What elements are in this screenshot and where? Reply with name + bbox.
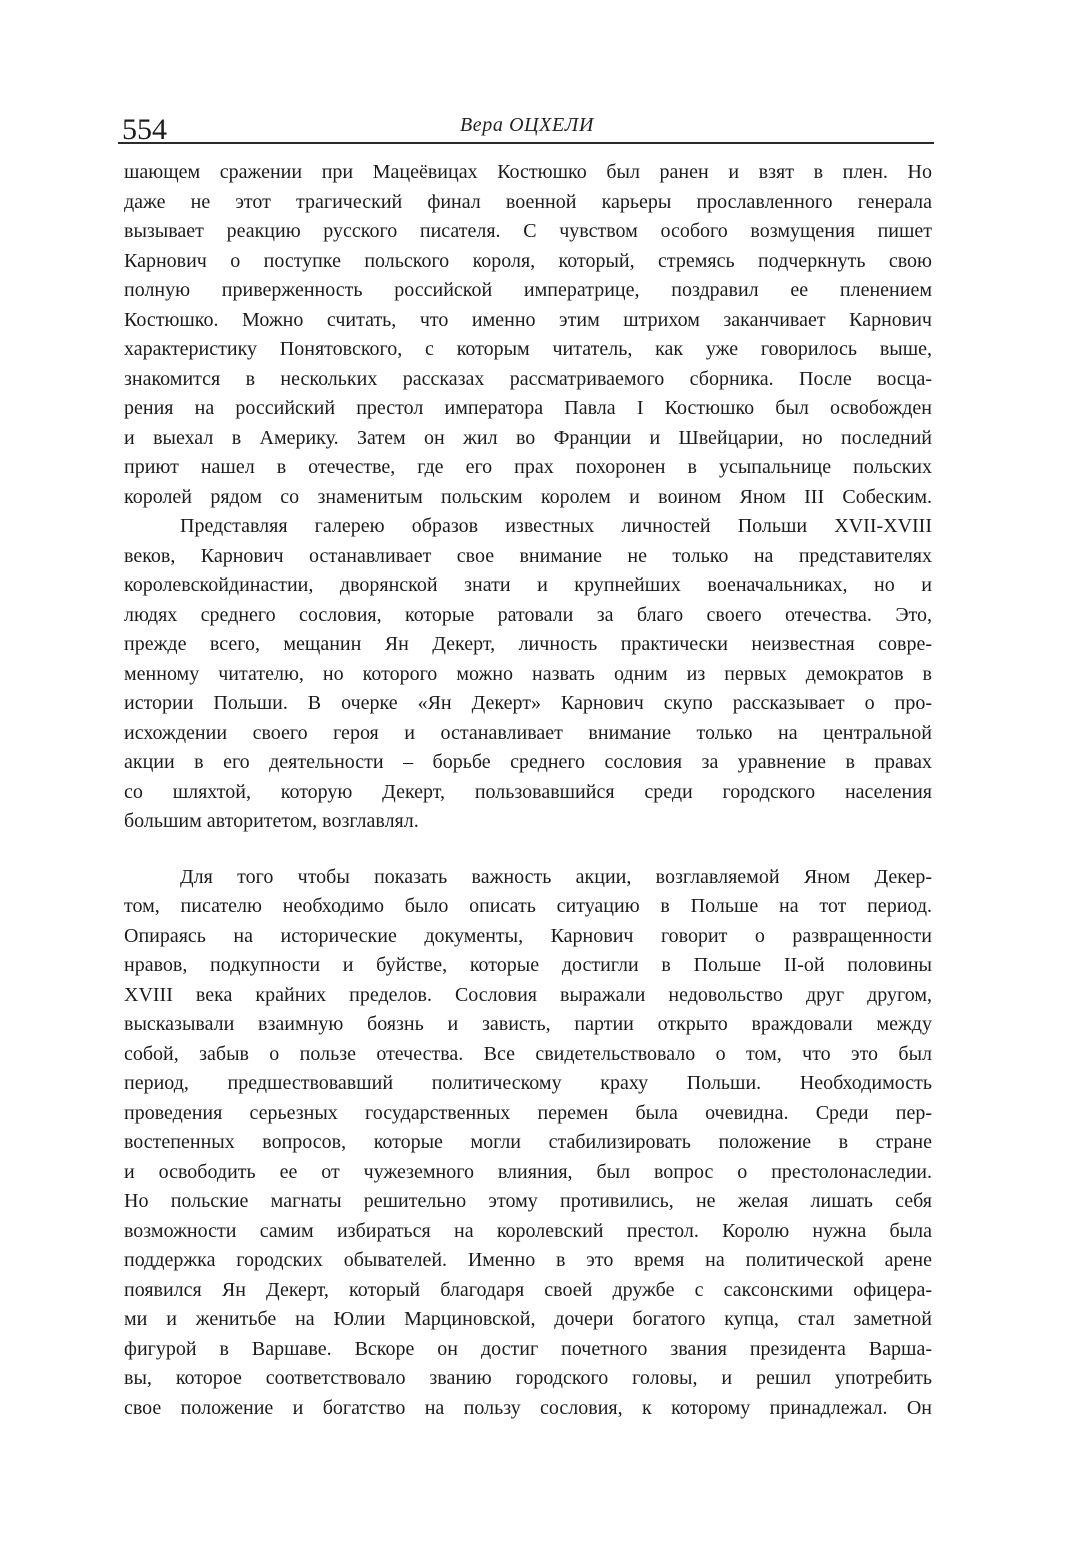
text-line: XVIII века крайних пределов. Сословия выражали недовольство друг другом, [124,983,932,1006]
page-header [120,108,934,146]
text-line: большим авторитетом, возглавлял. [124,810,419,832]
text-line: Но польские магнаты решительно этому противились, не желая лишать себя [124,1190,932,1212]
text-line: фигурой в Варшаве. Вскоре он достиг почетного звания президента Варша- [124,1337,932,1360]
text-line: нравов, подкупности и буйстве, которые достигли в Польше II-ой половины [124,954,932,976]
page-number: 554 [122,113,167,146]
text-line: королей рядом со знаменитым польским королем и воином Яном III Собеским. [124,485,932,508]
text-line: и освободить ее от чужеземного влияния, был вопрос о престолонаследии. [124,1160,932,1183]
text-line: истории Польши. В очерке «Ян Декерт» Карнович скупо рассказывает о про- [124,692,932,714]
text-line: возможности самим избираться на королевский престол. Королю нужна была [124,1219,932,1242]
text-line: акции в его деятельности – борьбе среднего сословия за уравнение в правах [124,751,932,773]
text-line: Представляя галерею образов известных личностей Польши XVII-XVIII [180,515,932,537]
text-line: Карнович о поступке польского короля, который, стремясь подчеркнуть свою [124,249,932,272]
header-rule [118,142,934,144]
text-line: и выехал в Америку. Затем он жил во Франции и Швейцарии, но последний [124,426,932,449]
text-line: свое положение и богатство на пользу сословия, к которому принадлежал. Он [124,1396,932,1419]
text-line: менному читателю, но которого можно назвать одним из первых демократов в [124,662,932,685]
text-line: рения на российский престол императора Павла I Костюшко был освобожден [124,397,932,419]
text-line: королевскойдинастии, дворянской знати и крупнейших военачальниках, но и [124,574,932,596]
text-line: поддержка городских обывателей. Именно в это время на политической арене [124,1249,932,1271]
text-line: веков, Карнович останавливает свое внимание не только на представителях [124,544,932,567]
text-line: период, предшествовавший политическому краху Польши. Необходимость [124,1072,932,1094]
paragraph-continuation [124,158,932,512]
text-line: проведения серьезных государственных перемен была очевидна. Среди пер- [124,1101,932,1124]
body-text [124,158,932,1423]
text-line: даже не этот трагический финал военной карьеры прославленного генерала [124,190,932,213]
text-line: том, писателю необходимо было описать ситуацию в Польше на тот период. [124,895,932,917]
text-line: шающем сражении при Мацеёвицах Костюшко был ранен и взят в плен. Но [124,161,932,183]
text-line: людях среднего сословия, которые ратовали за благо своего отечества. Это, [124,603,932,626]
text-line: Опираясь на исторические документы, Карнович говорит о развращенности [124,924,932,947]
text-line: со шляхтой, которую Декерт, пользовавшийся среди городского населения [124,780,932,803]
text-line: полную приверженность российской императрице, поздравил ее пленением [124,279,932,301]
text-line: вызывает реакцию русского писателя. С чувством особого возмущения пишет [124,220,932,242]
text-line: исхождении своего героя и останавливает внимание только на центральной [124,721,932,744]
text-line: знакомится в нескольких рассказах рассматриваемого сборника. После восца- [124,367,932,390]
text-line: высказывали взаимную боязнь и зависть, партии открыто враждовали между [124,1013,932,1035]
text-line: вы, которое соответствовало званию городского головы, и решил употребить [124,1367,932,1389]
text-line: востепенных вопросов, которые могли стабилизировать положение в стране [124,1131,932,1153]
text-line: приют нашел в отечестве, где его прах похоронен в усыпальнице польских [124,456,932,478]
text-line: собой, забыв о пользе отечества. Все свидетельствовало о том, что это был [124,1042,932,1065]
paragraph-dekert-action [124,863,932,1424]
paragraph-gallery [124,512,932,837]
text-line: прежде всего, мещанин Ян Декерт, личность практически неизвестная совре- [124,633,932,655]
text-line: Для того чтобы показать важность акции, возглавляемой Яном Декер- [180,865,932,888]
text-line: ми и женитьбе на Юлии Марциновской, дочери богатого купца, стал заметной [124,1308,932,1330]
text-line: характеристику Понятовского, с которым читатель, как уже говорилось выше, [124,338,932,360]
text-line: Костюшко. Можно считать, что именно этим штрихом заканчивает Карнович [124,308,932,331]
text-line: появился Ян Декерт, который благодаря своей дружбе с саксонскими офицера- [124,1278,932,1301]
running-head: Вера ОЦХЕЛИ [459,114,594,136]
